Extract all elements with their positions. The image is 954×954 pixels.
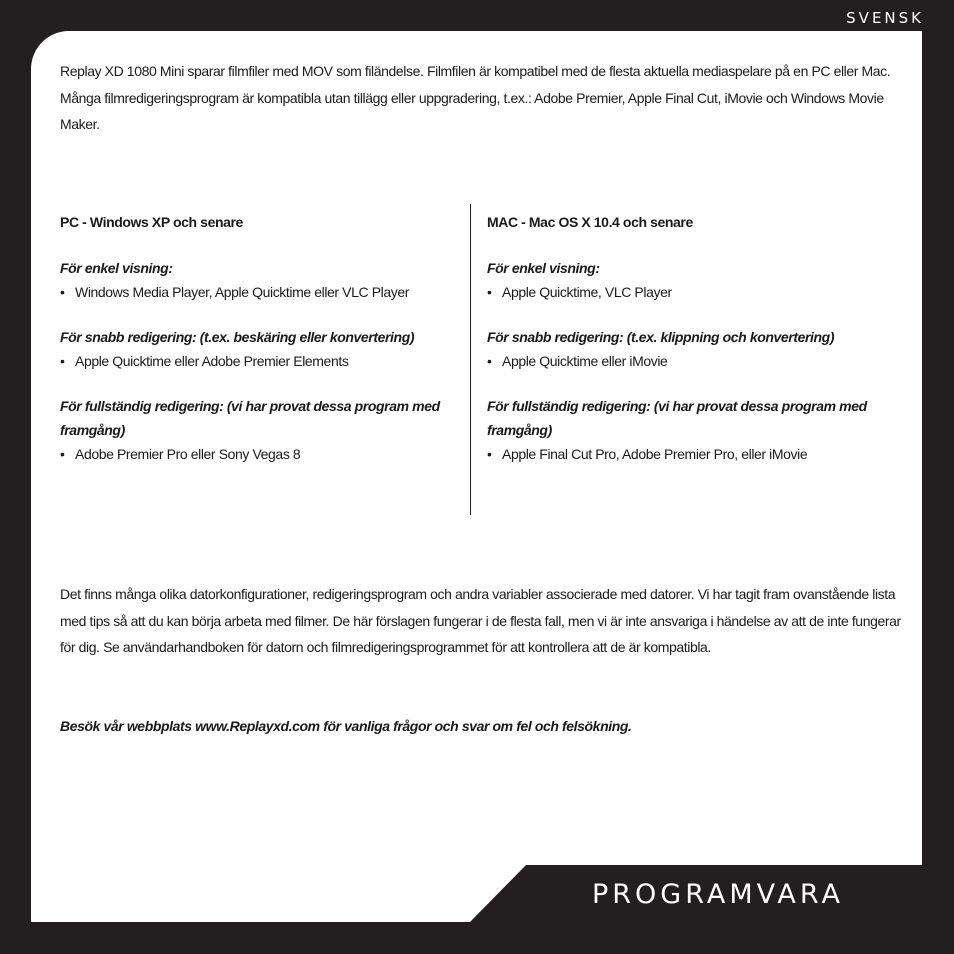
pc-section-item: • Windows Media Player, Apple Quicktime eller VLC Player [60,280,455,304]
mac-section-full-editing [487,394,897,466]
pc-section-item: • Apple Quicktime eller Adobe Premier Elements [60,349,455,373]
mac-section-quick-editing [487,325,897,373]
pc-section-quick-editing [60,325,455,373]
section-title: PROGRAMVARA [592,879,844,910]
pc-section-item: • Adobe Premier Pro eller Sony Vegas 8 [60,442,455,466]
mac-section-item: • Apple Quicktime, VLC Player [487,280,897,304]
pc-section-full-editing [60,394,455,466]
website-note: Besök vår webbplats www.Replayxd.com för vanliga frågor och svar om fel och felsökning. [60,718,632,734]
mac-section-title: För snabb redigering: (t.ex. klippning och konvertering) [487,329,835,345]
mac-section-title: För fullständig redigering: (vi har provat dessa program med framgång) [487,398,867,438]
pc-section-viewing [60,256,455,304]
mac-section-title: För enkel visning: [487,260,600,276]
pc-heading: PC - Windows XP och senare [60,214,243,230]
mac-section-item: • Apple Quicktime eller iMovie [487,349,897,373]
pc-section-title: För fullständig redigering: (vi har provat dessa program med framgång) [60,398,440,438]
disclaimer-paragraph: Det finns många olika datorkonfigurationer, redigeringsprogram och andra variabler associerade med datorer. Vi har tagit fram ovanstående lista med tips så att du kan börja arbeta med filmer. De här förslagen fungerar i de flesta fall, men vi är inte ansvariga i händelse av att de inte fungerar för dig. Se användarhandboken för datorn och filmredigeringsprogrammet för att kontrollera att de är kompatibla. [60,586,901,655]
intro-paragraph: Replay XD 1080 Mini sparar filmfiler med MOV som filändelse. Filmfilen är kompatibel med de flesta aktuella mediaspelare på en PC eller Mac. Många filmredigeringsprogram är kompatibla utan tillägg eller uppgradering, t.ex.: Adobe Premier, Apple Final Cut, iMovie och Windows Movie Maker. [60,63,891,132]
pc-section-title: För snabb redigering: (t.ex. beskäring eller konvertering) [60,329,415,345]
language-label: SVENSK [846,9,924,27]
mac-section-item: • Apple Final Cut Pro, Adobe Premier Pro, eller iMovie [487,442,897,466]
mac-column [487,210,897,487]
pc-column [60,210,455,487]
mac-heading: MAC - Mac OS X 10.4 och senare [487,214,693,230]
mac-section-viewing [487,256,897,304]
column-divider [470,204,471,515]
pc-section-title: För enkel visning: [60,260,173,276]
